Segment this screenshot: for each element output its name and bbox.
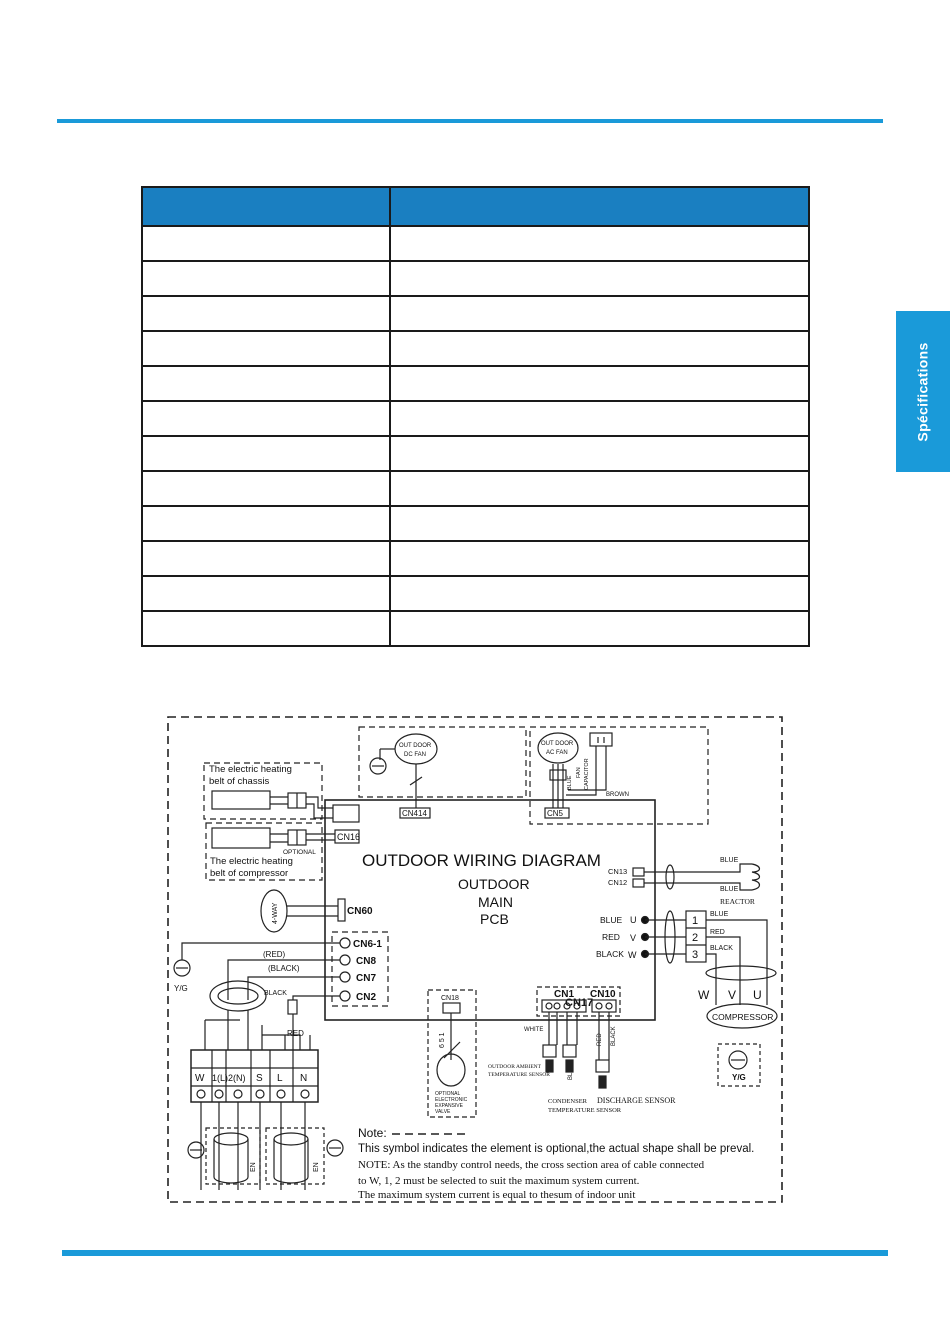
phase-label: V <box>630 933 637 943</box>
connector-label: CN8 <box>356 956 377 967</box>
terminal-label: N <box>300 1073 308 1084</box>
dc-fan-label: OUT DOOR <box>399 743 432 749</box>
magnetic-ring-inner <box>218 988 258 1004</box>
terminal-screw <box>277 1090 285 1098</box>
wire-color-label: BLUE <box>720 857 739 864</box>
black-wire <box>293 996 340 1000</box>
note-label: Note: <box>358 1126 387 1140</box>
connector-pin <box>340 972 350 982</box>
sensor-plug <box>596 1060 609 1072</box>
valve-label: ELECTRONIC <box>435 1097 468 1103</box>
sensor-probe <box>566 1060 573 1072</box>
connector-pin <box>596 1003 602 1009</box>
ferrite-ring <box>666 865 674 889</box>
connector-label: CN16 <box>337 832 361 842</box>
cable-sleeve <box>274 1133 308 1145</box>
wire-color-label: RED <box>602 932 620 942</box>
valve-pin-label: 6 5 1 <box>439 1032 446 1048</box>
sensor-probe <box>599 1076 606 1088</box>
connector-label: CN10 <box>590 989 616 1000</box>
sensor-plug <box>543 1045 556 1057</box>
terminal-label: L <box>277 1073 283 1084</box>
cn12-connector <box>633 879 644 887</box>
connector-label: CN13 <box>608 867 628 876</box>
connector-label: CN18 <box>441 995 459 1002</box>
optional-label: OPTIONAL <box>283 849 316 856</box>
phase-label: W <box>698 988 710 1002</box>
sensor-probe <box>546 1060 553 1072</box>
heating-connector <box>333 805 359 822</box>
ground-label: Y/G <box>732 1073 746 1082</box>
wire-color-label: (BLACK) <box>268 964 300 973</box>
wire-color-label: BLUE <box>600 915 623 925</box>
ac-fan-motor <box>538 733 578 763</box>
wire-color-label: WHITE <box>524 1027 544 1033</box>
dc-fan-group <box>359 727 526 797</box>
connector-label: CN2 <box>356 992 377 1003</box>
connector-pin <box>554 1003 560 1009</box>
connector-pin <box>546 1003 552 1009</box>
pcb-label: MAIN <box>478 894 513 910</box>
cn13-connector <box>633 868 644 876</box>
cable-label: EN <box>313 1162 320 1172</box>
terminal-label: S <box>256 1073 263 1084</box>
connector-label: CN60 <box>347 906 373 917</box>
phase-label: U <box>630 915 637 925</box>
connector-label: CN7 <box>356 973 377 984</box>
terminal-label: 3 <box>692 949 699 961</box>
wire-color-label: BLACK <box>710 945 733 952</box>
heating-wire <box>306 797 333 808</box>
cn60-connector <box>338 899 345 921</box>
connector-pin <box>606 1003 612 1009</box>
cable-label: EN <box>250 1162 257 1172</box>
connector-label: CN6-1 <box>353 939 382 950</box>
reactor-coil <box>752 864 760 890</box>
connector-pin <box>340 991 350 1001</box>
reactor-label: REACTOR <box>720 897 755 906</box>
fan-capacitor <box>590 733 612 746</box>
phase-label: W <box>628 950 637 960</box>
ground-wire <box>182 943 340 960</box>
note-text: NOTE: As the standby control needs, the cross section area of cable connected <box>358 1159 705 1171</box>
wire-color-label: BLUE <box>720 886 739 893</box>
connector-label: CN17 <box>565 997 594 1009</box>
heating-wire <box>306 804 333 818</box>
ac-fan-label: OUT DOOR <box>541 741 574 747</box>
note-text: This symbol indicates the element is optional,the actual shape shall be preval. <box>358 1143 755 1155</box>
section-tab-label: Spécifications <box>915 341 931 442</box>
terminal-screw <box>215 1090 223 1098</box>
sensor-label: DISCHARGE SENSOR <box>597 1096 676 1105</box>
wire-color-label: BLACK <box>264 990 287 997</box>
terminal-screw <box>234 1090 242 1098</box>
terminal-screw <box>256 1090 264 1098</box>
sensor-label: TEMPERATURE SENSOR <box>488 1072 550 1078</box>
connector-pin <box>340 955 350 965</box>
wire-color-label: BLACK <box>611 1026 617 1046</box>
valve-label: OPTIONAL <box>435 1091 461 1097</box>
wire-color-label: BLUE <box>710 911 729 918</box>
connector-label: CN12 <box>608 878 628 887</box>
note-text: to W, 1, 2 must be selected to suit the maximum system current. <box>358 1175 640 1187</box>
sensor-plug <box>563 1045 576 1057</box>
terminal-screw <box>301 1090 309 1098</box>
terminal-screw <box>197 1090 205 1098</box>
wire-color-label: BROWN <box>606 792 629 798</box>
terminal-label: 2(N) <box>228 1073 246 1083</box>
valve-label: VALVE <box>435 1109 451 1115</box>
heating-belt-compressor <box>212 828 270 848</box>
dc-fan-motor <box>395 734 437 764</box>
sensor-label: OUTDOOR AMBIENT <box>488 1064 542 1070</box>
reactor-wire <box>644 864 752 872</box>
terminal-block <box>191 1050 318 1102</box>
terminal-label: 1 <box>692 915 699 927</box>
sensor-label: CONDENSER <box>548 1098 588 1105</box>
phase-label: V <box>728 988 737 1002</box>
fan-capacitor-label: FAN <box>576 767 582 778</box>
dc-fan-label: DC FAN <box>404 752 427 758</box>
heating-belt-chassis <box>212 791 270 809</box>
wire-color-label: RED <box>710 929 725 936</box>
ac-fan-label: AC FAN <box>546 750 568 756</box>
phase-label: U <box>753 988 762 1002</box>
pcb-label: OUTDOOR <box>458 876 530 892</box>
terminal-label: 1(L) <box>212 1073 229 1083</box>
ground-label: Y/G <box>174 984 188 993</box>
connector-pin <box>340 938 350 948</box>
terminal-label: W <box>195 1073 205 1084</box>
connector-label: CN5 <box>547 809 564 818</box>
wire-color-label: RED <box>287 1029 304 1038</box>
wire-color-label: RED <box>597 1033 603 1046</box>
heating-belt-label: The electric heating <box>209 764 292 775</box>
fan-capacitor-label: CAPACITOR <box>584 758 590 790</box>
heating-belt-label: belt of chassis <box>209 776 270 787</box>
connector-label: CN414 <box>402 809 427 818</box>
fuse <box>288 1000 297 1014</box>
wire-color-label: BLUE <box>567 775 573 790</box>
pcb-label: PCB <box>480 911 509 927</box>
connector-label: CN1 <box>554 989 575 1000</box>
note-text: The maximum system current is equal to thesum of indoor unit <box>358 1189 636 1201</box>
wire-color-label: (RED) <box>263 950 286 959</box>
four-way-label: 4-WAY <box>272 902 279 924</box>
footer-rule <box>62 1250 888 1256</box>
terminal-label: 2 <box>692 932 699 944</box>
diagram-title: OUTDOOR WIRING DIAGRAM <box>362 851 601 870</box>
wire-color-label: BLACK <box>596 949 624 959</box>
heating-belt-label: The electric heating <box>210 856 293 867</box>
cn18-connector <box>443 1003 460 1013</box>
heating-belt-label: belt of compressor <box>210 868 289 879</box>
compressor-label: COMPRESSOR <box>712 1012 774 1022</box>
valve-label: EXPANSIVE <box>435 1103 463 1109</box>
sensor-label: TEMPERATURE SENSOR <box>548 1107 622 1114</box>
